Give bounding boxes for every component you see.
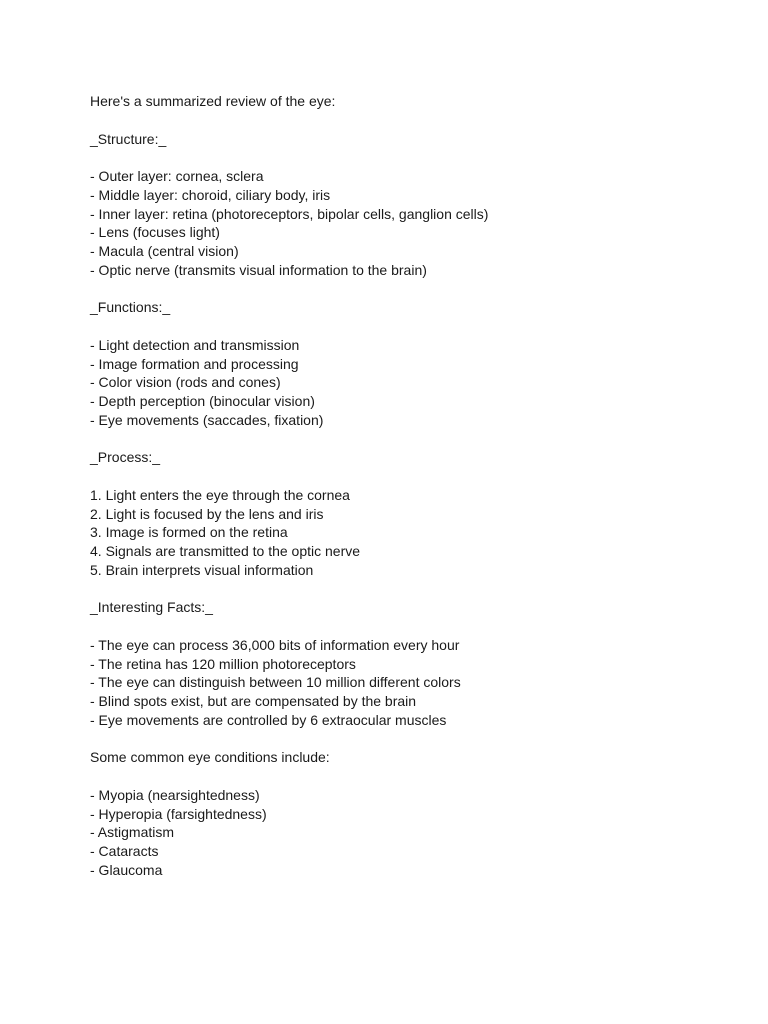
list-item: - Light detection and transmission: [90, 336, 300, 353]
facts-heading: _Interesting Facts:_: [90, 599, 213, 616]
list-item: - Glaucoma: [90, 861, 163, 878]
list-item: 4. Signals are transmitted to the optic nerve: [90, 543, 361, 559]
list-item: - The eye can process 36,000 bits of information every hour: [90, 636, 460, 653]
list-item: 1. Light enters the eye through the cornea: [90, 486, 350, 503]
list-item: - Depth perception (binocular vision): [90, 393, 315, 409]
spacer: [90, 767, 730, 786]
list-item: - Hyperopia (farsightedness): [90, 805, 267, 822]
list-item: - Cataracts: [90, 843, 159, 859]
intro-text: Here's a summarized review of the eye:: [90, 93, 336, 109]
spacer: [90, 280, 730, 299]
list-item: 3. Image is formed on the retina: [90, 524, 288, 541]
list-item: - Eye movements (saccades, fixation): [90, 411, 324, 428]
spacer: [90, 148, 730, 167]
list-item: - Image formation and processing: [90, 355, 299, 372]
document-page: [90, 92, 730, 880]
process-heading: _Process:_: [90, 449, 161, 466]
list-item: 5. Brain interprets visual information: [90, 561, 314, 578]
list-item: - Astigmatism: [90, 824, 175, 841]
functions-heading: _Functions:_: [90, 299, 171, 316]
list-item: - Lens (focuses light): [90, 224, 220, 241]
list-item: - Inner layer: retina (photoreceptors, bipolar cells, ganglion cells): [90, 205, 489, 222]
spacer: [90, 617, 730, 636]
spacer: [90, 430, 730, 449]
list-item: 2. Light is focused by the lens and iris: [90, 505, 324, 522]
list-item: - Optic nerve (transmits visual information to the brain): [90, 261, 427, 278]
spacer: [90, 580, 730, 599]
list-item: - Blind spots exist, but are compensated by the brain: [90, 693, 417, 709]
list-item: - Macula (central vision): [90, 243, 239, 259]
structure-heading: _Structure:_: [90, 130, 167, 147]
spacer: [90, 730, 730, 749]
list-item: - The eye can distinguish between 10 million different colors: [90, 674, 461, 691]
spacer: [90, 467, 730, 486]
list-item: - The retina has 120 million photoreceptors: [90, 655, 356, 672]
conditions-heading: Some common eye conditions include:: [90, 749, 330, 766]
spacer: [90, 111, 730, 130]
list-item: - Myopia (nearsightedness): [90, 786, 260, 803]
list-item: - Eye movements are controlled by 6 extraocular muscles: [90, 711, 447, 728]
list-item: - Middle layer: choroid, ciliary body, iris: [90, 186, 331, 203]
spacer: [90, 317, 730, 336]
list-item: - Color vision (rods and cones): [90, 374, 281, 391]
list-item: - Outer layer: cornea, sclera: [90, 168, 264, 184]
